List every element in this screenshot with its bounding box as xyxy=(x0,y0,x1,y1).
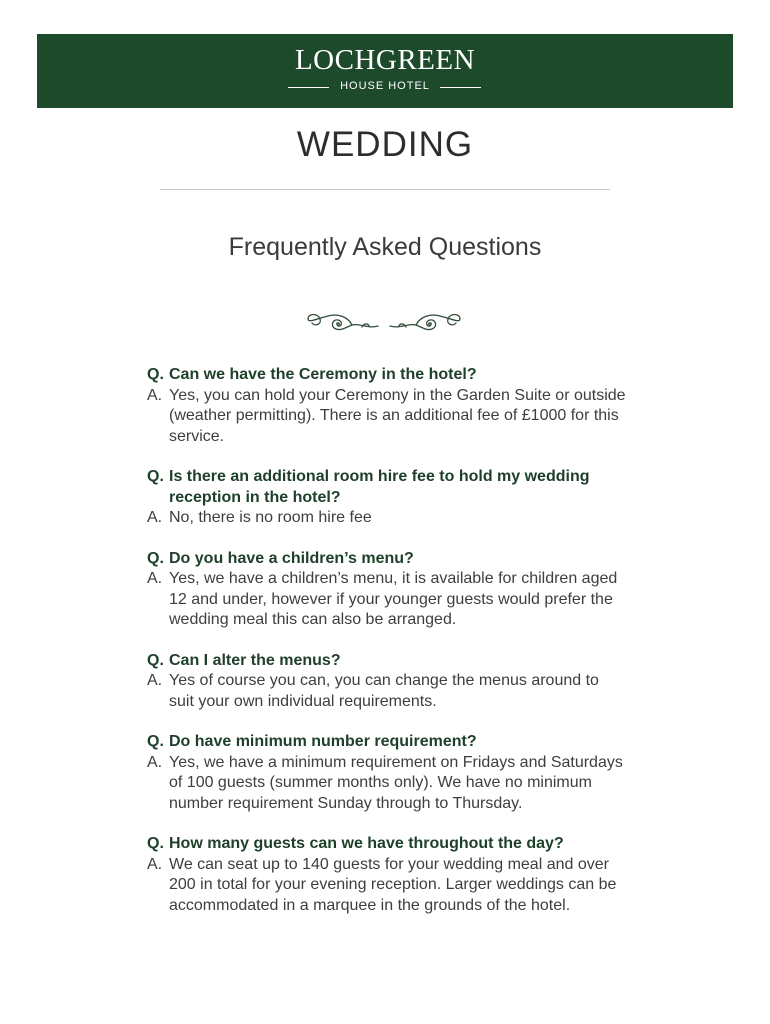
faq-question xyxy=(147,834,627,855)
faq-answer xyxy=(147,671,627,712)
faq-question xyxy=(147,467,627,508)
faq-question xyxy=(147,732,627,753)
answer-prefix: A. xyxy=(147,855,163,873)
faq-question xyxy=(147,365,627,386)
answer-prefix: A. xyxy=(147,672,163,689)
answer-prefix: A. xyxy=(147,509,163,526)
faq-question xyxy=(147,549,627,570)
answer-text: We can seat up to 140 guests for your wedding meal and over 200 in total for your evening reception. Larger weddings can be accommodated in a marquee in the grounds of the hotel. xyxy=(169,855,617,914)
answer-text: No, there is no room hire fee xyxy=(169,509,372,526)
brand-rule-right xyxy=(440,87,481,88)
faq-answer xyxy=(147,508,627,529)
question-prefix: Q. xyxy=(147,468,164,485)
question-text: Is there an additional room hire fee to hold my wedding reception in the hotel? xyxy=(169,468,590,506)
page-title: WEDDING xyxy=(296,125,474,164)
faq-item xyxy=(147,467,627,529)
question-prefix: Q. xyxy=(147,835,164,852)
question-text: Do have minimum number requirement? xyxy=(169,733,477,750)
answer-prefix: A. xyxy=(147,570,163,587)
faq-item xyxy=(147,365,627,447)
faq-item xyxy=(147,732,627,814)
answer-prefix: A. xyxy=(147,386,163,404)
flourish-ornament-icon xyxy=(302,305,466,337)
question-text: Do you have a children’s menu? xyxy=(169,549,414,567)
question-prefix: Q. xyxy=(147,733,164,750)
faq-answer xyxy=(147,386,627,448)
brand-subtitle: HOUSE HOTEL xyxy=(340,80,430,92)
faq-list xyxy=(147,365,627,936)
question-prefix: Q. xyxy=(147,651,164,669)
question-text: Can we have the Ceremony in the hotel? xyxy=(169,366,477,383)
faq-answer xyxy=(147,855,627,917)
faq-answer xyxy=(147,753,627,815)
faq-item xyxy=(147,834,627,916)
header-banner xyxy=(37,34,733,108)
answer-text: Yes, we have a minimum requirement on Fridays and Saturdays of 100 guests (summer months only). We have no minimum number requirement Sunday through to Thursday. xyxy=(169,753,623,812)
brand-name: LOCHGREEN xyxy=(294,44,476,76)
question-prefix: Q. xyxy=(147,366,164,383)
faq-item xyxy=(147,651,627,713)
question-prefix: Q. xyxy=(147,549,164,567)
answer-prefix: A. xyxy=(147,753,163,771)
question-text: How many guests can we have throughout the day? xyxy=(169,835,564,852)
answer-text: Yes, we have a children’s menu, it is available for children aged 12 and under, however if your younger guests would prefer the wedding meal this can also be arranged. xyxy=(169,570,618,628)
title-divider xyxy=(160,189,610,190)
faq-answer xyxy=(147,569,627,631)
answer-text: Yes of course you can, you can change the menus around to suit your own individual requirements. xyxy=(169,672,599,710)
question-text: Can I alter the menus? xyxy=(169,651,341,669)
faq-item xyxy=(147,549,627,631)
page-subtitle: Frequently Asked Questions xyxy=(228,233,542,261)
answer-text: Yes, you can hold your Ceremony in the Garden Suite or outside (weather permitting). There is an additional fee of £1000 for this service. xyxy=(169,386,626,445)
faq-question xyxy=(147,651,627,672)
